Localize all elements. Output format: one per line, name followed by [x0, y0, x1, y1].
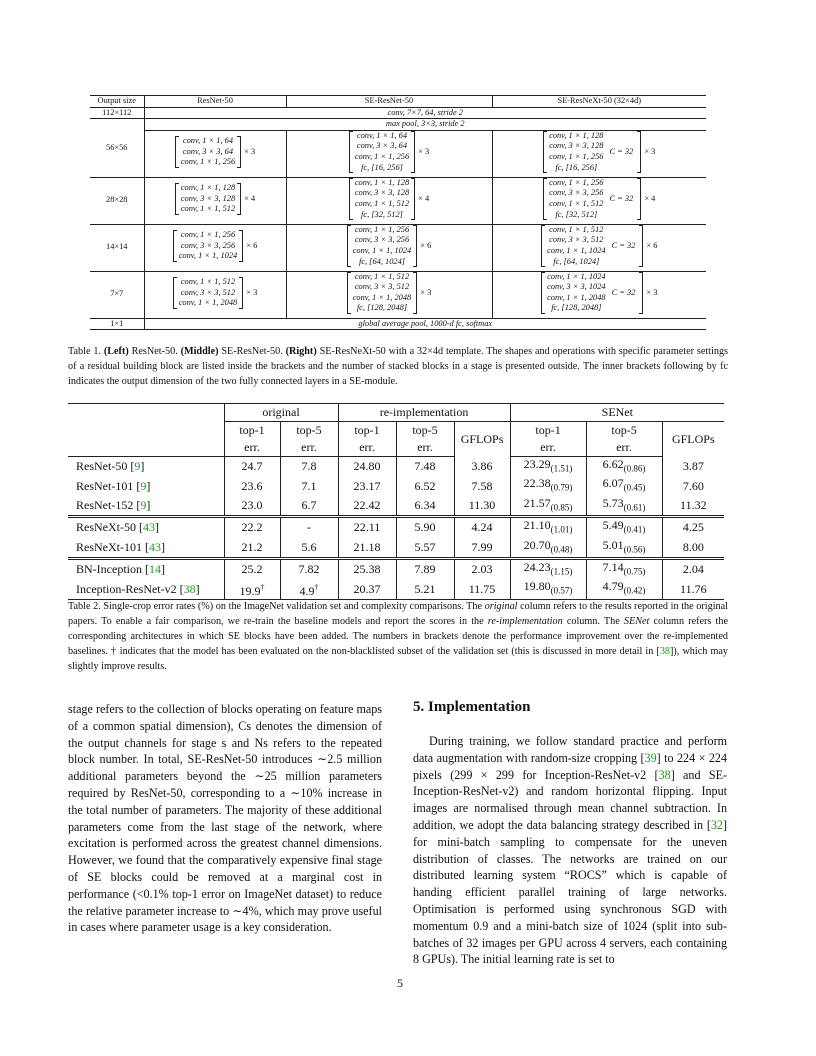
model-name: ResNet-50 [9] [76, 459, 145, 474]
cell-r1: 23.17 [338, 476, 396, 495]
cell-rg: 11.75 [454, 579, 510, 599]
t1-header: Output size [90, 96, 144, 108]
section-title: 5. Implementation [413, 699, 531, 715]
t1-op-line: conv, 1 × 1, 512 [180, 204, 236, 214]
t1-size: 112×112 [90, 107, 144, 119]
table-row [68, 517, 724, 538]
t1-op-line: conv, 3 × 3, 256 [180, 240, 236, 250]
cell-r5: 5.21 [396, 579, 454, 599]
t1-cardinality: C = 32 [611, 287, 636, 297]
t1-mult: × 4 [244, 193, 256, 203]
t1-op-line: fc, [128, 2048] [551, 303, 602, 313]
t1-mult: × 6 [246, 240, 258, 250]
cell-sg: 3.87 [662, 457, 724, 477]
t1-se-block [286, 224, 492, 271]
t1-size: 7×7 [90, 271, 144, 318]
cell-r1: 24.80 [338, 457, 396, 477]
model-name: ResNeXt-50 [43] [76, 520, 159, 535]
cell-rg: 11.30 [454, 496, 510, 517]
t1-mult: × 3 [646, 287, 658, 297]
cell-o5: 4.9† [280, 579, 338, 599]
t1-op-line: conv, 3 × 3, 128 [354, 188, 410, 198]
cell-o1: 22.2 [224, 517, 280, 538]
t1-size: 28×28 [90, 177, 144, 224]
cell-o5: 5.6 [280, 538, 338, 559]
t1-size: 56×56 [90, 119, 144, 178]
table-row [68, 558, 724, 579]
cell-s5: $4.79_{(0.42)}$ [586, 579, 662, 599]
t1-op-line: conv, 1 × 1, 128 [549, 130, 604, 140]
section-implementation [413, 699, 727, 968]
t1-op-line: conv, 1 × 1, 2048 [352, 292, 412, 302]
t1-op-line: conv, 1 × 1, 256 [180, 230, 236, 240]
t1-header: ResNet-50 [144, 96, 286, 108]
table-row [68, 476, 724, 495]
t1-resnet-block [144, 271, 286, 318]
cell-sg: 7.60 [662, 476, 724, 495]
t1-sex-block [492, 177, 706, 224]
t1-op-line: conv, 1 × 1, 128 [180, 183, 236, 193]
t1-op-line: fc, [16, 256] [555, 162, 598, 172]
t1-op-line: conv, 3 × 3, 1024 [547, 282, 606, 292]
t1-op-line: conv, 1 × 1, 1024 [547, 271, 606, 281]
t1-cardinality: C = 32 [609, 193, 634, 203]
cell-o5: 7.82 [280, 558, 338, 579]
t1-size: 14×14 [90, 224, 144, 271]
cell-sg: 4.25 [662, 517, 724, 538]
col-reimpl: re-implementation [338, 404, 510, 422]
cell-s1: $22.38_{(0.79)}$ [510, 476, 586, 495]
t1-size: 1×1 [90, 318, 144, 330]
cell-s5: $6.62_{(0.86)}$ [586, 457, 662, 477]
table-row [68, 579, 724, 599]
t1-final-op: global average pool, 1000-d fc, softmax [144, 318, 706, 330]
cell-r5: 5.90 [396, 517, 454, 538]
t1-sex-block [492, 130, 706, 177]
t1-op-line: conv, 1 × 1, 512 [549, 224, 604, 234]
col-senet: SENet [510, 404, 724, 422]
t1-se-block [286, 271, 492, 318]
cell-r5: 7.89 [396, 558, 454, 579]
t1-mult: × 3 [420, 287, 432, 297]
t1-sex-block [492, 271, 706, 318]
t1-sex-block [492, 224, 706, 271]
cell-sg: 11.76 [662, 579, 724, 599]
model-name: ResNet-152 [9] [68, 496, 224, 517]
cell-s1: $20.70_{(0.48)}$ [510, 538, 586, 559]
t1-op-line: conv, 3 × 3, 128 [549, 141, 604, 151]
cell-r1: 20.37 [338, 579, 396, 599]
t1-op-line: conv, 1 × 1, 256 [180, 157, 236, 167]
cell-r5: 7.48 [396, 457, 454, 477]
t1-mult: × 3 [244, 146, 256, 156]
t1-se-block [286, 130, 492, 177]
cell-s5: $7.14_{(0.75)}$ [586, 558, 662, 579]
cell-s5: $5.49_{(0.41)}$ [586, 517, 662, 538]
cell-o1: 19.9† [224, 579, 280, 599]
table-row [68, 496, 724, 517]
cell-o1: 25.2 [224, 558, 280, 579]
cell-s1: $21.57_{(0.85)}$ [510, 496, 586, 517]
model-name: BN-Inception [14] [76, 562, 165, 577]
t1-op-line: conv, 3 × 3, 512 [354, 282, 410, 292]
cell-r1: 22.11 [338, 517, 396, 538]
cell-r5: 6.52 [396, 476, 454, 495]
t1-cardinality: C = 32 [611, 240, 636, 250]
cell-o1: 24.7 [224, 457, 280, 477]
t1-mult: × 3 [246, 287, 258, 297]
t1-op-line: fc, [128, 2048] [356, 303, 408, 313]
t1-op-line: fc, [64, 1024] [553, 256, 600, 266]
t1-op-line: conv, 1 × 1, 256 [549, 177, 604, 187]
cell-s1: $21.10_{(1.01)}$ [510, 517, 586, 538]
t1-op-line: fc, [32, 512] [361, 209, 403, 219]
t1-resnet-block [144, 177, 286, 224]
t1-pool-op: max pool, 3×3, stride 2 [144, 119, 706, 131]
t1-cardinality: C = 32 [609, 146, 634, 156]
cell-s5: $6.07_{(0.45)}$ [586, 476, 662, 495]
t1-op-line: conv, 1 × 1, 256 [549, 151, 604, 161]
t1-op-line: conv, 3 × 3, 64 [182, 146, 234, 156]
t1-op-line: fc, [32, 512] [555, 209, 598, 219]
t1-header: SE-ResNet-50 [286, 96, 492, 108]
t1-mult: × 6 [420, 240, 432, 250]
model-name: ResNet-101 [9] [76, 478, 151, 493]
t1-op-line: conv, 1 × 1, 512 [180, 276, 236, 286]
t1-header: SE-ResNeXt-50 (32×4d) [492, 96, 706, 108]
t1-op-line: fc, [16, 256] [361, 162, 403, 172]
t1-op-line: fc, [64, 1024] [358, 256, 406, 266]
section-body: During training, we follow standard practice and perform data augmentation with random-size cropping [39] to 224 × 224 pixels (299 × 299 for Inception-ResNet-v2 [38] and SE-Inception-ResNet-v2) and random horizontal flipping. Input images are normalised through mean channel subtraction. In addition, we adopt the data balancing strategy described in [32] for mini-batch sampling to compensate for the uneven distribution of classes. The networks are trained on our distributed learning system “ROCS” which is capable of handing efficient parallel training of large networks. Optimisation is performed using synchronous SGD with momentum 0.9 and a mini-batch size of 1024 (split into sub-batches of 32 images per GPU across 4 servers, each containing 8 GPUs). The initial learning rate is set to [413, 734, 727, 967]
cell-r1: 25.38 [338, 558, 396, 579]
t1-stem-op: conv, 7×7, 64, stride 2 [144, 107, 706, 119]
t1-op-line: conv, 3 × 3, 256 [354, 235, 410, 245]
page-number: 5 [397, 976, 403, 990]
cell-s1: $23.29_{(1.51)}$ [510, 457, 586, 477]
model-name: ResNeXt-101 [43] [68, 538, 224, 559]
cell-o5: - [280, 517, 338, 538]
t1-op-line: conv, 3 × 3, 256 [549, 188, 604, 198]
cell-o5: 7.1 [280, 476, 338, 495]
cell-s1: $19.80_{(0.57)}$ [510, 579, 586, 599]
t1-op-line: conv, 1 × 1, 512 [549, 198, 604, 208]
cell-sg: 8.00 [662, 538, 724, 559]
cell-r1: 22.42 [338, 496, 396, 517]
cell-sg: 2.04 [662, 558, 724, 579]
table-1 [90, 95, 706, 330]
cell-r1: 21.18 [338, 538, 396, 559]
t1-mult: × 4 [644, 193, 656, 203]
t1-op-line: conv, 1 × 1, 2048 [547, 292, 606, 302]
cell-o5: 6.7 [280, 496, 338, 517]
table-2: original re-implementation SENet top-1 top-5 top-1 top-5 GFLOPs top-1 top-5 GFLOPs err. err. err. err. err. err. ResNet-50 [9] 24.7 7.8 24.80 7.48 3.86 $23.29_{(1.51)}$ $6.62_{(0.86)}$ 3.87 ResNet-101 [9] 23.6 7.1 23.17 6.52 7.58 $22.38_{(0.79)}$ $6.07_{(0.45)}$ 7.60 ResNet-152 [9] 23.0 6.7 22.42 6.34 11.30 $21.57_{(0.85)}$ $5.73_{(0.61)}$ 11.32 ResNeXt-50 [43] 22.2 - 22.11 5.90 4.24 $21.10_{(1.01)}$ $5.49_{(0.41)}$ 4.25 ResNeXt-101 [43] 21.2 5.6 21.18 5.57 7.99 $20.70_{(0.48)}$ $5.01_{(0.56)}$ 8.00 BN-Inception [14] 25.2 7.82 25.38 7.89 2.03 $24.23_{(1.15)}$ $7.14_{(0.75)}$ 2.04 Inception-ResNet-v2 [38] 19.9† 4.9† 20.37 5.21 11.75 $19.80_{(0.57)}$ $4.79_{(0.42)}$ 11.76 [68, 403, 724, 600]
cell-r5: 6.34 [396, 496, 454, 517]
t1-mult: × 4 [418, 193, 430, 203]
model-name: Inception-ResNet-v2 [38] [68, 579, 224, 599]
cell-s1: $24.23_{(1.15)}$ [510, 558, 586, 579]
t1-op-line: conv, 1 × 1, 64 [182, 136, 234, 146]
t1-op-line: conv, 1 × 1, 1024 [352, 245, 412, 255]
table-row [68, 457, 724, 477]
t1-op-line: conv, 1 × 1, 256 [354, 224, 410, 234]
cell-rg: 2.03 [454, 558, 510, 579]
table-row [68, 538, 724, 559]
col-original: original [224, 404, 338, 422]
cell-rg: 7.99 [454, 538, 510, 559]
t1-mult: × 3 [644, 146, 656, 156]
cell-s5: $5.01_{(0.56)}$ [586, 538, 662, 559]
t1-op-line: conv, 3 × 3, 512 [549, 235, 604, 245]
t1-op-line: conv, 1 × 1, 256 [354, 151, 410, 161]
t1-resnet-block [144, 224, 286, 271]
cell-s5: $5.73_{(0.61)}$ [586, 496, 662, 517]
t1-mult: × 6 [646, 240, 658, 250]
cell-rg: 4.24 [454, 517, 510, 538]
table-2-caption: Table 2. Single-crop error rates (%) on the ImageNet validation set and complexity comparisons. The original column refers to the results reported in the original papers. To enable a fair comparison, we re-train the baseline models and report the scores in the re-implementation column. The SENet column refers the corresponding architectures in which SE blocks have been added. The numbers in brackets denote the performance improvement over the re-implemented baselines. † indicates that the model has been evaluated on the non-blacklisted subset of the validation set (this is discussed in more detail in [38]), which may slightly improve results. [68, 601, 728, 672]
left-column-text: stage refers to the collection of blocks operating on feature maps of a common spatial dimension), Cs denotes the dimension of the output channels for stage s and Ns refers to the repeated block number. In total, SE-ResNet-50 introduces ∼2.5 million additional parameters beyond the ∼25 million parameters required by ResNet-50, corresponding to a ∼10% increase in the total number of parameters. The majority of these additional parameters come from the last stage of the network, where excitation is performed across the greatest channel dimensions. However, we found that the comparatively expensive final stage of SE blocks could be removed at a marginal cost in performance (<0.1% top-1 error on ImageNet dataset) to reduce the relative parameter increase to ∼4%, which may prove useful in cases where parameter usage is a key consideration. [68, 702, 382, 935]
t1-op-line: conv, 1 × 1, 1024 [178, 251, 238, 261]
cell-rg: 7.58 [454, 476, 510, 495]
t1-op-line: conv, 1 × 1, 512 [354, 198, 410, 208]
t1-op-line: conv, 1 × 1, 128 [354, 177, 410, 187]
cell-r5: 5.57 [396, 538, 454, 559]
t1-op-line: conv, 1 × 1, 1024 [547, 245, 606, 255]
table-1-caption: Table 1. (Left) ResNet-50. (Middle) SE-ResNet-50. (Right) SE-ResNeXt-50 with a 32×4d template. The shapes and operations with specific parameter settings of a residual building block are listed inside the brackets and the number of stacked blocks in a stage is presented outside. The inner brackets following by fc indicates the output dimension of the two fully connected layers in a SE-module. [68, 346, 728, 387]
cell-o1: 23.6 [224, 476, 280, 495]
t1-op-line: conv, 3 × 3, 128 [180, 193, 236, 203]
t1-mult: × 3 [418, 146, 430, 156]
cell-rg: 3.86 [454, 457, 510, 477]
t1-op-line: conv, 3 × 3, 64 [356, 141, 408, 151]
t1-se-block [286, 177, 492, 224]
cell-o1: 21.2 [224, 538, 280, 559]
t1-op-line: conv, 1 × 1, 64 [356, 130, 408, 140]
t1-resnet-block [144, 130, 286, 177]
cell-o1: 23.0 [224, 496, 280, 517]
t1-op-line: conv, 3 × 3, 512 [180, 287, 236, 297]
cell-sg: 11.32 [662, 496, 724, 517]
t1-op-line: conv, 1 × 1, 2048 [178, 298, 238, 308]
t1-op-line: conv, 1 × 1, 512 [354, 271, 410, 281]
cell-o5: 7.8 [280, 457, 338, 477]
